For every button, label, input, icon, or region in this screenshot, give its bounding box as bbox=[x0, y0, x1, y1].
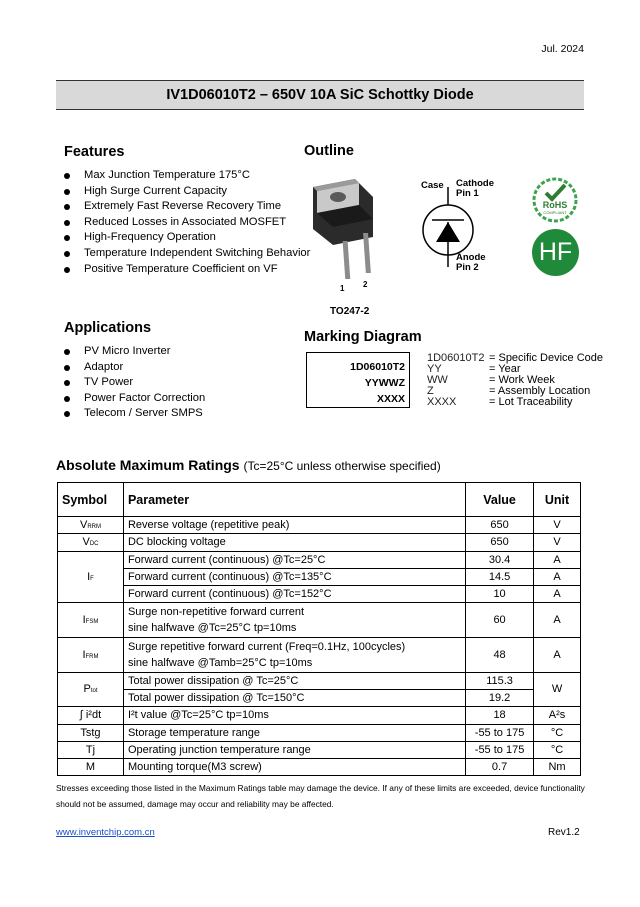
list-item: High Surge Current Capacity bbox=[62, 184, 310, 200]
table-row bbox=[58, 638, 581, 673]
package-label: TO247-2 bbox=[330, 306, 370, 317]
table-cell: Forward current (continuous) @Tc=25°C bbox=[123, 551, 465, 568]
anode-pin-label: Pin 2 bbox=[456, 262, 479, 273]
header-parameter: Parameter bbox=[123, 483, 465, 517]
legend-value: = Year bbox=[489, 363, 521, 375]
list-item: PV Micro Inverter bbox=[62, 344, 205, 360]
table-cell: DC blocking voltage bbox=[123, 534, 465, 551]
table-cell: 60 bbox=[466, 603, 534, 638]
table-row bbox=[58, 672, 581, 689]
table-cell: Tstg bbox=[58, 724, 124, 741]
table-cell: IFRM bbox=[58, 638, 124, 673]
document-title: IV1D06010T2 – 650V 10A SiC Schottky Diode bbox=[56, 80, 584, 110]
ratings-heading bbox=[56, 457, 441, 473]
table-row bbox=[58, 568, 581, 585]
table-cell: V bbox=[534, 517, 581, 534]
table-row bbox=[58, 689, 581, 706]
website-link[interactable]: www.inventchip.com.cn bbox=[56, 827, 155, 838]
table-row bbox=[58, 741, 581, 758]
list-item: Power Factor Correction bbox=[62, 391, 205, 407]
table-cell: Surge repetitive forward current (Freq=0.1Hz, 100cycles) sine halfwave @Tamb=25°C tp=10ms bbox=[123, 638, 465, 673]
list-item: Telecom / Server SMPS bbox=[62, 406, 205, 422]
table-cell: Mounting torque(M3 screw) bbox=[123, 759, 465, 776]
cathode-pin-label: Pin 1 bbox=[456, 188, 479, 199]
hf-badge-icon: HF bbox=[532, 229, 579, 276]
list-item: High-Frequency Operation bbox=[62, 230, 310, 246]
list-item: Extremely Fast Reverse Recovery Time bbox=[62, 199, 310, 215]
legend-value: = Lot Traceability bbox=[489, 396, 573, 408]
table-cell: Forward current (continuous) @Tc=152°C bbox=[123, 586, 465, 603]
table-cell: Operating junction temperature range bbox=[123, 741, 465, 758]
cathode-label: Cathode bbox=[456, 178, 494, 189]
rohs-badge-icon bbox=[532, 177, 578, 223]
legend-value: = Specific Device Code bbox=[489, 352, 604, 364]
pin1-label: 1 bbox=[340, 284, 345, 293]
table-row bbox=[58, 534, 581, 551]
rohs-sub-text: COMPLIANT bbox=[543, 210, 567, 215]
features-list bbox=[62, 168, 310, 277]
table-cell: W bbox=[534, 672, 581, 707]
table-cell: I²t value @Tc=25°C tp=10ms bbox=[123, 707, 465, 724]
table-cell: A bbox=[534, 586, 581, 603]
ratings-table bbox=[57, 482, 581, 776]
table-cell: Ptot bbox=[58, 672, 124, 707]
table-cell: 48 bbox=[466, 638, 534, 673]
table-cell: °C bbox=[534, 741, 581, 758]
table-row bbox=[58, 724, 581, 741]
legend-value: = Assembly Location bbox=[489, 385, 591, 397]
header-symbol: Symbol bbox=[58, 483, 124, 517]
table-cell: 10 bbox=[466, 586, 534, 603]
marking-heading: Marking Diagram bbox=[304, 329, 422, 345]
table-cell: Tj bbox=[58, 741, 124, 758]
table-cell: A bbox=[534, 551, 581, 568]
table-row bbox=[58, 586, 581, 603]
table-cell: 19.2 bbox=[466, 689, 534, 706]
table-row bbox=[58, 517, 581, 534]
marking-box bbox=[306, 352, 410, 408]
outline-heading: Outline bbox=[304, 143, 354, 159]
rohs-text: RoHS bbox=[542, 200, 568, 210]
header-unit: Unit bbox=[534, 483, 581, 517]
table-cell: A bbox=[534, 638, 581, 673]
revision-label: Rev1.2 bbox=[548, 827, 580, 838]
document-date: Jul. 2024 bbox=[541, 43, 584, 55]
to247-package-image bbox=[305, 175, 380, 295]
table-cell: Nm bbox=[534, 759, 581, 776]
table-cell: Reverse voltage (repetitive peak) bbox=[123, 517, 465, 534]
table-header-row bbox=[58, 483, 581, 517]
applications-list bbox=[62, 344, 205, 422]
pin2-label: 2 bbox=[363, 280, 368, 289]
table-cell: Total power dissipation @ Tc=150°C bbox=[123, 689, 465, 706]
applications-heading: Applications bbox=[64, 320, 152, 336]
table-cell: -55 to 175 bbox=[466, 724, 534, 741]
table-cell: Storage temperature range bbox=[123, 724, 465, 741]
legend-value: = Work Week bbox=[489, 374, 555, 386]
table-cell: V bbox=[534, 534, 581, 551]
marking-legend bbox=[427, 353, 603, 408]
ratings-note: Stresses exceeding those listed in the Maximum Ratings table may damage the device. If any of these limits are exceeded, device functionality should not be assumed, damage may occur and reliability may be affected. bbox=[56, 783, 585, 809]
table-cell: VRRM bbox=[58, 517, 124, 534]
table-cell: 650 bbox=[466, 517, 534, 534]
table-cell: °C bbox=[534, 724, 581, 741]
table-row bbox=[58, 551, 581, 568]
table-cell: A²s bbox=[534, 707, 581, 724]
table-cell: IF bbox=[58, 551, 124, 603]
marking-line: YYWWZ bbox=[364, 377, 405, 389]
list-item: Reduced Losses in Associated MOSFET bbox=[62, 215, 310, 231]
table-cell: 650 bbox=[466, 534, 534, 551]
table-row bbox=[58, 603, 581, 638]
legend-key: WW bbox=[427, 374, 448, 386]
table-cell: Total power dissipation @ Tc=25°C bbox=[123, 672, 465, 689]
table-cell: IFSM bbox=[58, 603, 124, 638]
table-cell: 30.4 bbox=[466, 551, 534, 568]
anode-label: Anode bbox=[456, 252, 486, 263]
list-item: Temperature Independent Switching Behavior bbox=[62, 246, 310, 262]
case-label: Case bbox=[421, 180, 444, 191]
legend-key: YY bbox=[427, 363, 442, 375]
table-cell: Surge non-repetitive forward current sine halfwave @Tc=25°C tp=10ms bbox=[123, 603, 465, 638]
table-cell: 115.3 bbox=[466, 672, 534, 689]
table-row bbox=[58, 759, 581, 776]
features-heading: Features bbox=[64, 144, 125, 160]
table-cell: VDC bbox=[58, 534, 124, 551]
legend-key: 1D06010T2 bbox=[427, 352, 485, 364]
table-cell: M bbox=[58, 759, 124, 776]
table-cell: 0.7 bbox=[466, 759, 534, 776]
list-item: TV Power bbox=[62, 375, 205, 391]
table-cell: A bbox=[534, 568, 581, 585]
legend-key: Z bbox=[427, 385, 434, 397]
ratings-subtitle: (Tc=25°C unless otherwise specified) bbox=[243, 459, 441, 473]
marking-line: XXXX bbox=[376, 393, 405, 405]
table-row bbox=[58, 707, 581, 724]
table-cell: A bbox=[534, 603, 581, 638]
table-cell: 14.5 bbox=[466, 568, 534, 585]
list-item: Adaptor bbox=[62, 360, 205, 376]
header-value: Value bbox=[466, 483, 534, 517]
table-cell: Forward current (continuous) @Tc=135°C bbox=[123, 568, 465, 585]
marking-line: 1D06010T2 bbox=[350, 361, 405, 373]
list-item: Positive Temperature Coefficient on VF bbox=[62, 262, 310, 278]
ratings-title: Absolute Maximum Ratings bbox=[56, 457, 240, 473]
list-item: Max Junction Temperature 175°C bbox=[62, 168, 310, 184]
table-cell: 18 bbox=[466, 707, 534, 724]
legend-key: XXXX bbox=[427, 396, 457, 408]
table-cell: -55 to 175 bbox=[466, 741, 534, 758]
table-cell: ∫ i²dt bbox=[58, 707, 124, 724]
